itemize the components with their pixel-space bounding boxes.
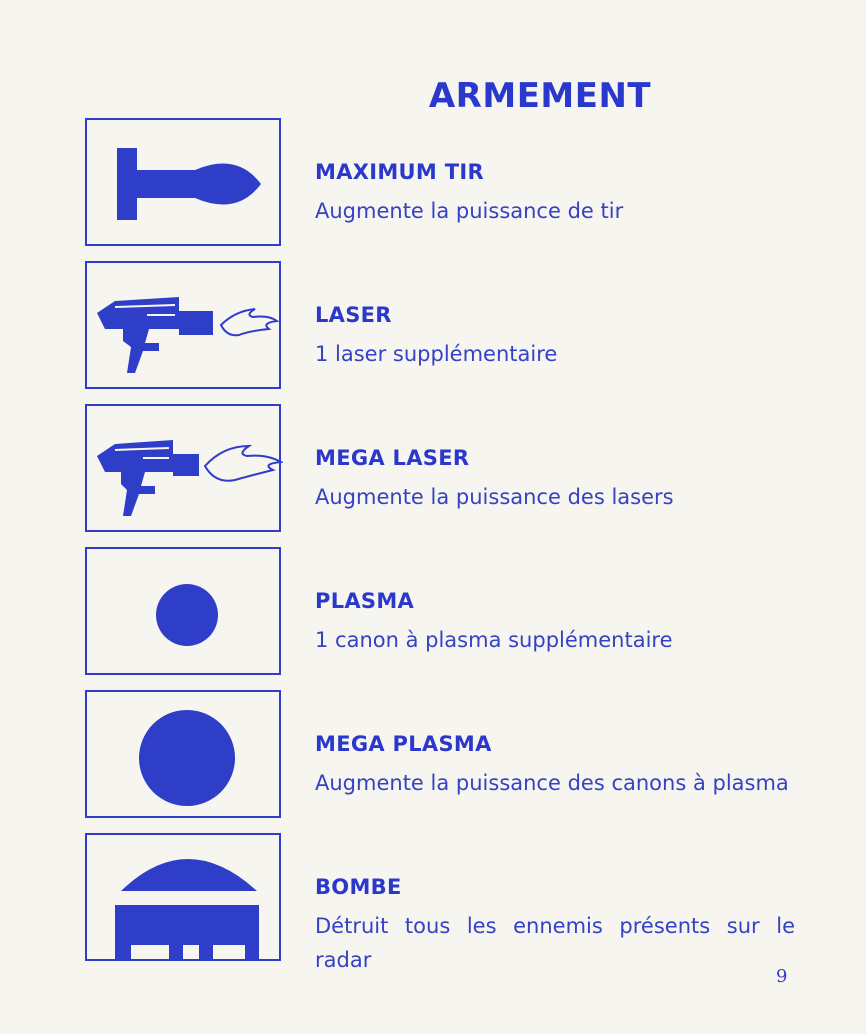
weapon-entry-bombe [85, 833, 805, 972]
weapon-icon-frame [85, 404, 281, 532]
weapon-entry-mega-plasma [85, 690, 805, 824]
weapon-name: MAXIMUM TIR [315, 160, 484, 184]
laser-gun-icon [87, 263, 283, 391]
small-plasma-ball-icon [87, 549, 283, 677]
weapon-icon-frame [85, 261, 281, 389]
weapon-description: 1 laser supplémentaire [315, 342, 558, 366]
weapon-entry-laser [85, 261, 805, 395]
page-title: ARMEMENT [428, 76, 652, 116]
weapon-name: LASER [315, 303, 392, 327]
weapon-entry-maximum-tir [85, 118, 805, 252]
weapon-name: MEGA LASER [315, 446, 470, 470]
weapon-description: 1 canon à plasma supplémentaire [315, 628, 673, 652]
weapon-icon-frame [85, 118, 281, 246]
large-plasma-ball-icon [87, 692, 283, 820]
bullet-icon [87, 120, 283, 248]
weapon-description: Augmente la puissance des lasers [315, 485, 674, 509]
mega-laser-gun-icon [87, 406, 283, 534]
weapon-icon-frame [85, 833, 281, 961]
weapon-description: Augmente la puissance des canons à plasma [315, 771, 789, 795]
weapon-icon-frame [85, 547, 281, 675]
weapon-name: PLASMA [315, 589, 415, 613]
weapon-entry-mega-laser [85, 404, 805, 538]
weapon-description: Augmente la puissance de tir [315, 199, 624, 223]
weapon-description: Détruit tous les ennemis présents sur le radar [315, 914, 795, 972]
weapon-icon-frame [85, 690, 281, 818]
weapon-name: MEGA PLASMA [315, 732, 492, 756]
bomb-icon [87, 835, 283, 963]
weapon-entry-plasma [85, 547, 805, 681]
page-number: 9 [776, 966, 788, 987]
weapon-name: BOMBE [315, 875, 402, 899]
